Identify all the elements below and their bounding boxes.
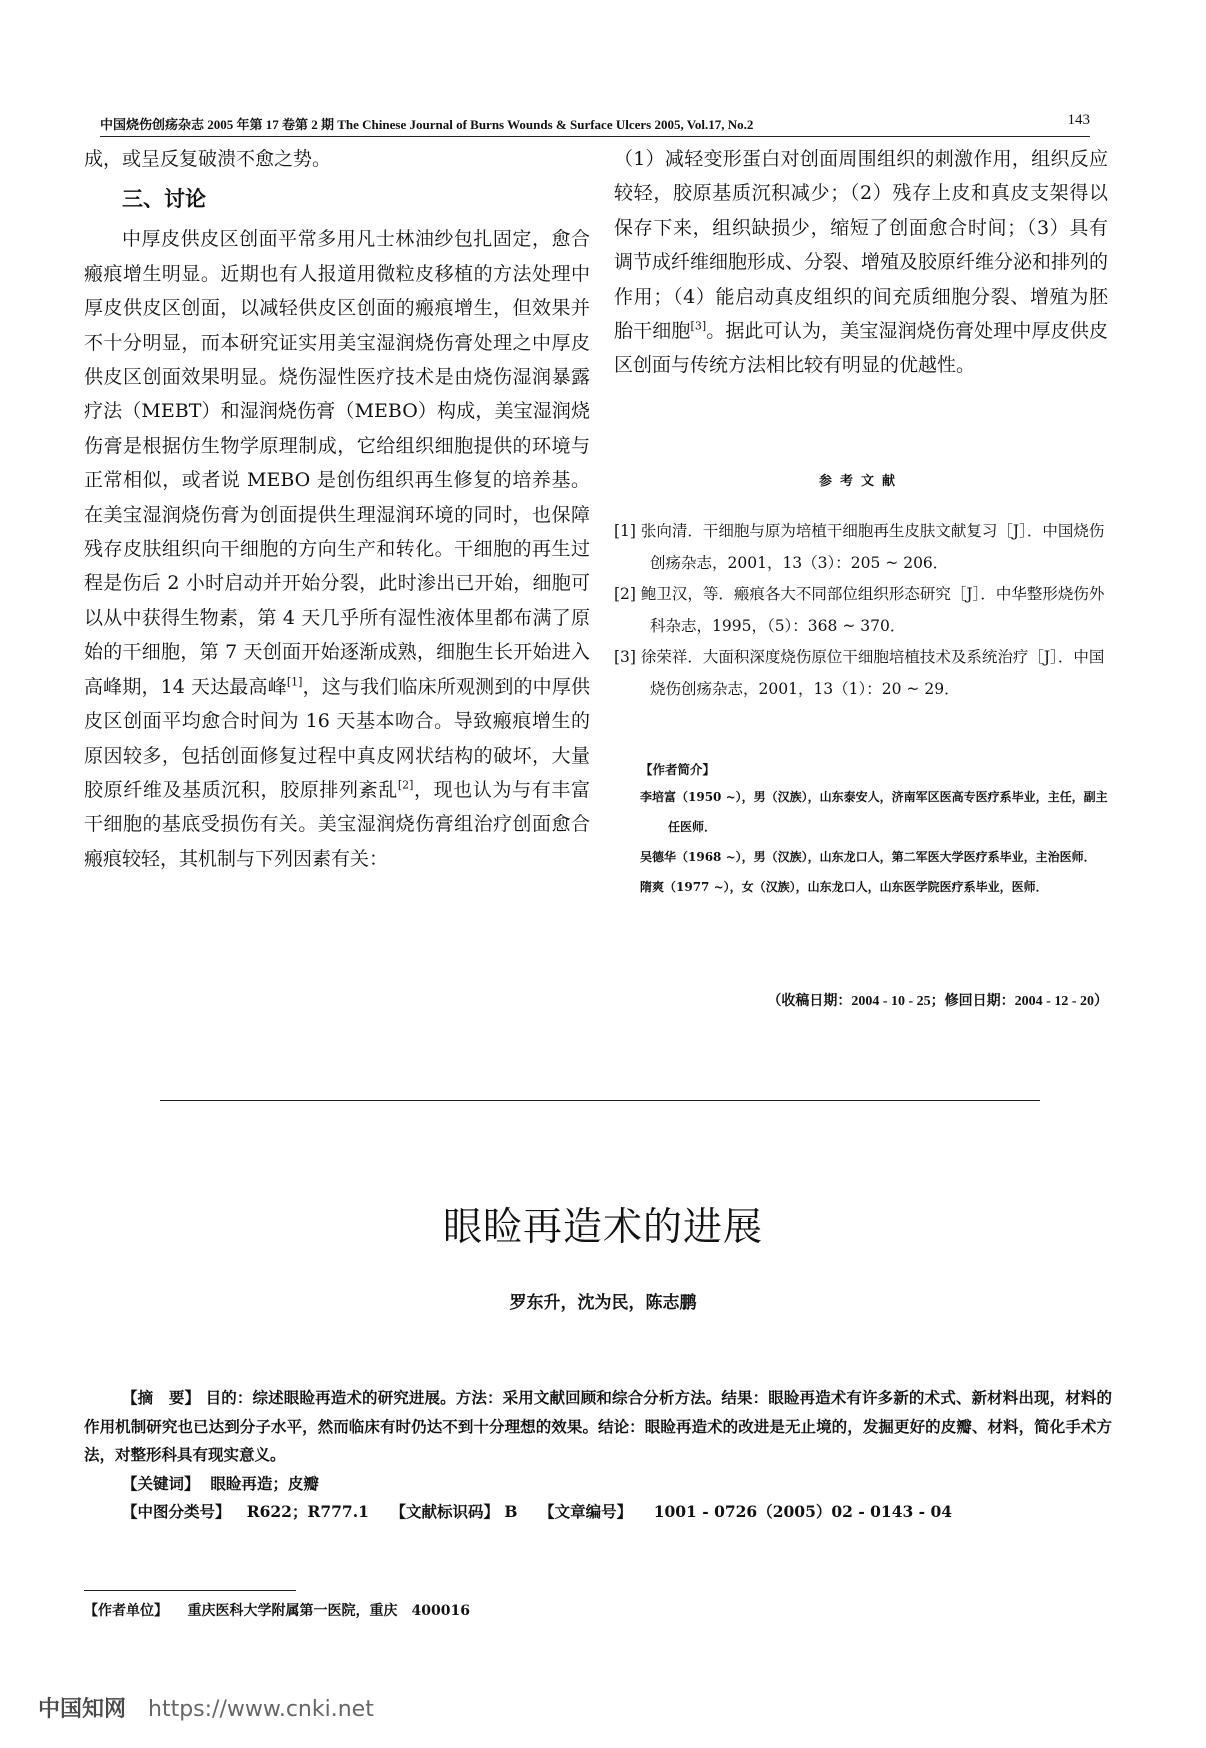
mechanism-text-1: （1）减轻变形蛋白对创面周围组织的刺激作用，组织反应较轻，胶原基质沉积减少；（2）残存上皮和真皮支架得以保存下来，组织缺损少，缩短了创面愈合时间；（3）具有调节成纤维细胞形成、分裂、增殖及胶原纤维分泌和排列的作用；（4）能启动真皮组织的间充质细胞分裂、增殖为胚胎干细胞 [614, 148, 1109, 343]
references-list [614, 516, 1108, 705]
abstract [84, 1384, 1112, 1470]
classification [84, 1498, 1112, 1527]
article-title: 眼睑再造术的进展 [442, 1205, 763, 1250]
continued-paragraph: 成，或呈反复破溃不愈之势。 [84, 148, 332, 170]
article-no-value: 1001 - 0726（2005）02 - 0143 - 04 [653, 1502, 953, 1521]
affiliation-value: 重庆医科大学附属第一医院，重庆 400016 [187, 1603, 470, 1619]
doc-code-value: B [504, 1502, 518, 1521]
discussion-text-2: ，这与我们临床所观测到的中厚供皮区创面平均愈合时间为 16 天基本吻合。导致瘢痕增生的原因较多，包括创面修复过程中真皮网状结构的破坏，大量胶原纤维及基质沉积，胶原排列紊乱 [84, 675, 590, 801]
class-value: R622；R777.1 [246, 1502, 369, 1521]
keywords-label: 【关键词】 [122, 1474, 200, 1493]
abstract-text: 目的：综述眼睑再造术的研究进展。方法：采用文献回顾和综合分析方法。结果：眼睑再造术有许多新的术式、新材料出现，材料的作用机制研究也已达到分子水平，然而临床有时仍达不到十分理想的效果。结论：眼睑再造术的改进是无止境的，发掘更好的皮瓣、材料，简化手术方法，对整形科具有现实意义。 [84, 1388, 1112, 1464]
cnki-link[interactable]: https://www.cnki.net [148, 1697, 374, 1722]
cnki-footer [38, 1692, 374, 1723]
keywords-value: 眼睑再造；皮瓣 [210, 1473, 319, 1493]
article-separator [160, 1100, 1040, 1101]
citation-2: [2] [397, 778, 414, 792]
running-header [100, 112, 1090, 137]
right-column [614, 142, 1108, 383]
author-bio: 隋爽（1977 ~），女（汉族），山东龙口人，山东医学院医疗系毕业，医师． [640, 880, 1048, 894]
citation-3: [3] [690, 319, 707, 333]
cnki-logo: 中国知网 [38, 1697, 127, 1722]
affiliation-label: 【作者单位】 [84, 1603, 168, 1619]
discussion-text-3: ，现也认为与有丰富干细胞的基底受损伤有关。美宝湿润烧伤膏组治疗创面愈合瘢痕较轻，其机制与下列因素有关： [84, 778, 590, 870]
mechanism-paragraph [614, 142, 1108, 383]
abstract-label: 【摘 要】 [122, 1389, 201, 1407]
section-heading: 三、讨论 [122, 187, 206, 212]
reference-item: [1] 张向清．干细胞与原为培植干细胞再生皮肤文献复习［J］．中国烧伤创疡杂志，2001，13（3）：205 ~ 206． [614, 522, 1105, 572]
author-intro-title: 【作者简介】 [640, 762, 716, 777]
journal-header: 中国烧伤创疡杂志 2005 年第 17 卷第 2 期 The Chinese Journal of Burns Wounds & Surface Ulcers 2005, Vol.17, No.2 [100, 117, 754, 132]
citation-1: [1] [286, 675, 303, 689]
reference-item: [2] 鲍卫汉，等．瘢痕各大不同部位组织形态研究［J］．中华整形烧伤外科杂志，1995，（5）：368 ~ 370． [614, 585, 1105, 635]
mechanism-text-2: 。据此可认为，美宝湿润烧伤膏处理中厚皮供皮区创面与传统方法相比较有明显的优越性。 [614, 320, 1108, 377]
references-title: 参考文献 [818, 474, 903, 489]
discussion-paragraph [84, 222, 590, 876]
author-intro [640, 760, 1108, 902]
article-no-label: 【文章编号】 [539, 1503, 633, 1521]
article-authors: 罗东升，沈为民，陈志鹏 [509, 1293, 697, 1313]
author-bio: 李培富（1950 ~），男（汉族），山东泰安人，济南军区医高专医疗系毕业，主任，副主任医师． [640, 790, 1108, 834]
author-bio: 吴德华（1968 ~），男（汉族），山东龙口人，第二军医大学医疗系毕业，主治医师． [640, 850, 1096, 864]
doc-code-label: 【文献标识码】 [390, 1503, 499, 1521]
abstract-block [84, 1384, 1112, 1527]
keywords [84, 1470, 1112, 1499]
received-dates: （收稿日期：2004 - 10 - 25；修回日期：2004 - 12 - 20） [767, 994, 1108, 1009]
class-label: 【中图分类号】 [122, 1503, 231, 1521]
discussion-text-1: 中厚皮供皮区创面平常多用凡士林油纱包扎固定，愈合瘢痕增生明显。近期也有人报道用微粒皮移植的方法处理中厚皮供皮区创面，以减轻供皮区创面的瘢痕增生，但效果并不十分明显，而本研究证实用美宝湿润烧伤膏处理之中厚皮供皮区创面效果明显。烧伤湿性医疗技术是由烧伤湿润暴露疗法（MEBT）和湿润烧伤膏（MEBO）构成，美宝湿润烧伤膏是根据仿生物学原理制成，它给组织细胞提供的环境与正常相似，或者说 MEBO 是创伤组织再生修复的培养基。在美宝湿润烧伤膏为创面提供生理湿润环境的同时，也保障残存皮肤组织向干细胞的方向生产和转化。干细胞的再生过程是伤后 2 小时启动并开始分裂，此时渗出已开始，细胞可以从中获得生物素，第 4 天几乎所有湿性液体里都布满了原始的干细胞，第 7 天创面开始逐渐成熟，细胞生长开始进入高峰期，14 天达最高峰 [84, 228, 590, 698]
left-column [84, 142, 590, 876]
footnote-rule [84, 1590, 296, 1591]
reference-item: [3] 徐荣祥．大面积深度烧伤原位干细胞培植技术及系统治疗［J］．中国烧伤创疡杂志，2001，13（1）：20 ~ 29． [614, 648, 1105, 698]
page-number: 143 [1067, 112, 1090, 128]
author-affiliation [84, 1600, 470, 1620]
